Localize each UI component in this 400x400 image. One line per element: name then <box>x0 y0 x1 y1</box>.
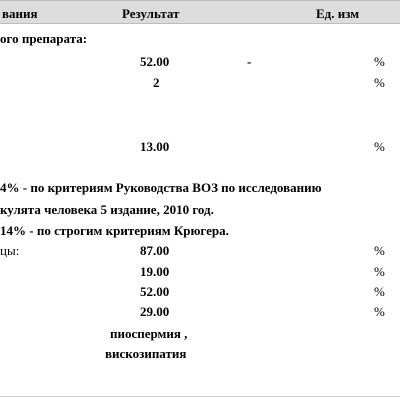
unit-value: % <box>374 139 385 154</box>
result-value: 13.00 <box>140 139 170 154</box>
morphology-label: цы: <box>0 243 20 258</box>
reference-range: - <box>247 54 252 69</box>
section-title: ого препарата: <box>0 31 88 46</box>
column-header-result: Результат <box>122 6 180 21</box>
result-value: 29.00 <box>140 304 170 319</box>
unit-value: % <box>374 243 385 258</box>
unit-value: % <box>374 54 385 69</box>
result-value: 52.00 <box>140 54 170 69</box>
result-value: 52.00 <box>140 284 170 299</box>
column-header-name: вания <box>2 6 38 21</box>
column-header-unit: Ед. изм <box>316 6 360 21</box>
note-line: 4% - по критериям Руководства ВОЗ по исследованию <box>0 180 322 195</box>
note-line: кулята человека 5 издание, 2010 год. <box>0 202 214 217</box>
conclusion-line: вискозипатия <box>105 346 187 361</box>
divider <box>0 396 400 397</box>
unit-value: % <box>374 264 385 279</box>
unit-value: % <box>374 284 385 299</box>
result-value: 19.00 <box>140 264 170 279</box>
note-line: 14% - по строгим критериям Крюгера. <box>0 223 229 238</box>
table-header <box>0 0 400 24</box>
unit-value: % <box>374 75 385 90</box>
conclusion-line: пиоспермия , <box>110 326 188 341</box>
result-value: 87.00 <box>140 243 170 258</box>
result-value: 2 <box>153 75 160 90</box>
unit-value: % <box>374 304 385 319</box>
